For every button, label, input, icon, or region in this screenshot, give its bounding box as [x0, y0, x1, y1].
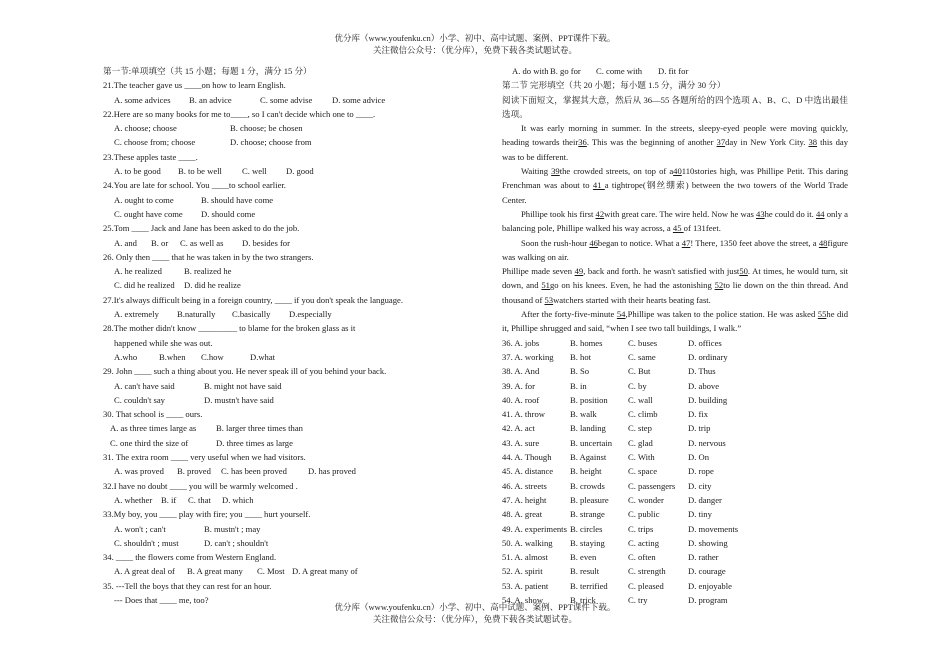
question-31-options: [103, 464, 480, 478]
option: C. try: [628, 594, 648, 605]
option: B. might not have said: [204, 380, 282, 391]
option: C. often: [628, 552, 656, 563]
cloze-option-row: [502, 450, 848, 464]
option: D. above: [688, 380, 720, 391]
option: D. rope: [688, 466, 714, 477]
cloze-option-row: [502, 479, 848, 493]
option: C. glad: [628, 437, 653, 448]
passage-text: , back and forth. he wasn't satisfied with just: [583, 266, 740, 277]
option: C. trips: [628, 523, 654, 534]
option: D. building: [688, 394, 728, 405]
question-30-options-row-1: [103, 421, 480, 435]
option: B. height: [570, 466, 602, 477]
question-35: 35. ---Tell the boys that they can rest for an hour.: [103, 580, 272, 591]
option: D. On: [688, 452, 710, 463]
section-title-cloze: 第二节 完形填空（共 20 小题；每小题 1.5 分，满分 30 分）: [502, 80, 726, 91]
question-35-continued: --- Does that ____ me, too?: [114, 594, 209, 605]
question-34: 34. ____ the flowers come from Western England.: [103, 552, 277, 563]
passage-text: he could do it.: [764, 208, 816, 219]
question-28: 28.The mother didn't know _________ to blame for the broken glass as it: [103, 323, 356, 334]
option: B. to be well: [178, 166, 222, 177]
option: 36. A. jobs: [502, 337, 540, 348]
option: B. trick: [570, 594, 596, 605]
cloze-option-row: [502, 393, 848, 407]
option: 52. A. spirit: [502, 566, 543, 577]
question-35-options: [502, 64, 848, 78]
blank-number: 49: [574, 266, 584, 277]
option: D. fit for: [658, 66, 689, 76]
blank-number: 53: [544, 294, 554, 305]
blank-number: 40: [673, 166, 682, 177]
passage-paragraph-2: [502, 164, 848, 207]
blank-number: 41: [592, 180, 605, 191]
option: B. even: [570, 552, 597, 563]
question-21: 21.The teacher gave us ____on how to learn English.: [103, 80, 286, 91]
passage-text: Waiting: [521, 166, 552, 177]
question-30: 30. That school is ____ ours.: [103, 409, 203, 420]
option: C. has been proved: [221, 466, 287, 477]
cloze-option-row: [502, 550, 848, 564]
blank-number: 44: [815, 208, 825, 219]
option: C. Most: [257, 566, 285, 577]
option: A. A great deal of: [114, 566, 175, 577]
option: B. landing: [570, 423, 606, 434]
cloze-option-row: [502, 436, 848, 450]
footer-line-2: 关注微信公众号：（优分库），免费下载各类试题试卷。: [372, 613, 577, 624]
cloze-options-list: [502, 336, 848, 608]
option: D. some advice: [332, 94, 386, 105]
option: 48. A. great: [502, 509, 543, 520]
passage-text: only a balancing pole, Phillipe walked his way across, a: [502, 208, 848, 234]
passage-text: with great care. The wire held. Now he was: [604, 208, 757, 219]
blank-number: 50: [739, 266, 748, 277]
option: D. should come: [201, 208, 256, 219]
option: 41. A. throw: [502, 409, 545, 420]
option: D. A great many of: [292, 566, 358, 577]
question-28-continued: happened while she was out.: [114, 337, 213, 348]
option: A. he realized: [114, 266, 162, 277]
option: D. tiny: [688, 509, 712, 520]
option: D. good: [286, 166, 314, 177]
blank-number: 36: [578, 137, 587, 148]
option: B. mustn't ; may: [204, 523, 261, 534]
option: C. passengers: [628, 480, 676, 491]
option: 53. A. patient: [502, 580, 549, 591]
option: C. wonder: [628, 494, 664, 505]
option: B. in: [570, 380, 587, 391]
blank-number: 42: [595, 208, 605, 219]
option: C. by: [628, 380, 647, 391]
option: B. crowds: [570, 480, 605, 491]
option: B. larger three times than: [216, 423, 303, 434]
passage-text: . This was the beginning of another: [586, 137, 717, 148]
option: D. did he realize: [184, 280, 241, 291]
blank-number: 38: [808, 137, 818, 148]
passage-text: the crowded streets, on top of a: [559, 166, 674, 177]
option: B.when: [159, 351, 186, 362]
option: B. staying: [570, 537, 605, 548]
option: D. can't ; shouldn't: [204, 537, 269, 548]
option: 45. A. distance: [502, 466, 554, 477]
option: B. walk: [570, 409, 597, 420]
question-24: 24.You are late for school. You ____to school earlier.: [103, 180, 286, 191]
passage-paragraph-4: [502, 236, 848, 265]
option: B.naturally: [177, 309, 216, 320]
option: B. So: [570, 366, 590, 377]
option: D. danger: [688, 494, 722, 505]
option: 50. A. walking: [502, 537, 553, 548]
option: C. couldn't say: [114, 394, 165, 405]
question-25-options: [103, 236, 480, 250]
passage-text: go on his knees. Even, he had the astonishing: [549, 280, 715, 291]
option: B. position: [570, 394, 608, 405]
option: B. result: [570, 566, 600, 577]
passage-text: It was early morning in summer. In the streets, sleepy-eyed people were moving quickly, heading towards their: [502, 123, 848, 148]
option: C. With: [628, 452, 655, 463]
option: D.especially: [289, 309, 332, 320]
cloze-option-row: [502, 493, 848, 507]
question-29: 29. John ____ such a thing about you. He never speak ill of you behind your back.: [103, 366, 387, 377]
passage-text: to lie down on the thin thread. And thousand of: [502, 280, 848, 305]
option: B. terrified: [570, 580, 608, 591]
option: B. A great many: [187, 566, 243, 577]
cloze-option-row: [502, 464, 848, 478]
cloze-option-row: [502, 421, 848, 435]
passage-text: Phillipe took his first: [521, 208, 596, 219]
question-33-options-row-2: [103, 536, 480, 550]
option: 54. A. show: [502, 594, 544, 605]
option: D. has proved: [308, 466, 356, 477]
option: B. proved: [177, 466, 211, 477]
option: D. Thus: [688, 366, 716, 377]
option: D. three times as large: [216, 437, 293, 448]
question-22-options-row-1: [103, 121, 480, 135]
blank-number: 55: [817, 309, 827, 320]
option: C. did he realized: [114, 280, 175, 291]
header-line-2: 关注微信公众号：（优分库），免费下载各类试题试卷。: [372, 44, 577, 55]
option: A. whether: [114, 494, 153, 505]
question-26-options-row-2: [103, 278, 480, 292]
question-29-options-row-2: [103, 393, 480, 407]
option: B. pleasure: [570, 494, 609, 505]
cloze-option-row: [502, 364, 848, 378]
blank-number: 46: [589, 237, 598, 248]
option: C. public: [628, 509, 660, 520]
option: D. ordinary: [688, 351, 728, 362]
section-title-single-choice: 第一节:单项填空（共 15 小题；每题 1 分，满分 15 分）: [103, 66, 312, 76]
option: C. come with: [596, 66, 643, 76]
option: C. climb: [628, 409, 658, 420]
page-footer: [0, 602, 950, 625]
blank-number: 51: [541, 280, 550, 291]
option: D. showing: [688, 537, 728, 548]
option: B. homes: [570, 337, 603, 348]
option: C.basically: [232, 309, 271, 320]
option: B. Against: [570, 452, 607, 463]
question-23-options: [103, 164, 480, 178]
option: 43. A. sure: [502, 437, 540, 448]
passage-text: Phillipe made seven: [502, 266, 575, 277]
option: C. well: [242, 166, 267, 177]
option: A. and: [114, 237, 137, 248]
option: C. acting: [628, 537, 660, 548]
option: C. But: [628, 366, 651, 377]
cloze-option-row: [502, 350, 848, 364]
option: D. fix: [688, 409, 709, 420]
cloze-option-row: [502, 379, 848, 393]
question-23: 23.These apples taste ____.: [103, 151, 198, 162]
passage-text: began to notice. What a: [597, 237, 682, 248]
passage-text: 110stories high, was Phillipe Petit. This daring Frenchman was about to: [502, 166, 848, 191]
passage-paragraph-1: [502, 121, 848, 164]
question-26: 26. Only then ____ that he was taken in by the two strangers.: [103, 251, 314, 262]
option: D. which: [222, 494, 254, 505]
option: A.who: [114, 351, 138, 362]
header-line-1: 优分库（www.youfenku.cn）小学、初中、高中试题、案例、PPT课件下载。: [334, 33, 616, 43]
right-column: [502, 64, 848, 607]
question-26-options-row-1: [103, 264, 480, 278]
passage-paragraph-6: [502, 307, 848, 336]
blank-number: 43: [756, 208, 765, 219]
option: B. an advice: [189, 94, 232, 105]
option: D.what: [250, 351, 276, 362]
option: B. realized he: [184, 266, 232, 277]
passage-text: . At times, he would turn, sit down, and: [502, 266, 848, 291]
option: D. enjoyable: [688, 580, 732, 591]
cloze-option-row: [502, 522, 848, 536]
option: D. offices: [688, 337, 722, 348]
question-24-options-row-1: [103, 193, 480, 207]
question-33-options-row-1: [103, 522, 480, 536]
option: D. nervous: [688, 437, 726, 448]
option: B. choose; be chosen: [230, 123, 303, 134]
option: A. choose; choose: [114, 123, 177, 134]
question-27-options: [103, 307, 480, 321]
option: C. that: [188, 494, 211, 505]
passage-text: figure was walking on air.: [502, 237, 848, 262]
option: B. uncertain: [570, 437, 612, 448]
question-32-options: [103, 493, 480, 507]
question-22-options-row-2: [103, 135, 480, 149]
option: C. some advise: [260, 94, 313, 105]
option: 51. A. almost: [502, 552, 548, 563]
option: C. buses: [628, 337, 658, 348]
cloze-option-row: [502, 507, 848, 521]
option: A. some advices: [114, 94, 171, 105]
option: C. same: [628, 351, 656, 362]
option: B. strange: [570, 509, 605, 520]
question-21-options: [103, 93, 480, 107]
blank-number: 52: [714, 280, 724, 291]
passage-paragraph-3: [502, 207, 848, 236]
question-30-options-row-2: [103, 436, 480, 450]
option: B. or: [151, 237, 169, 248]
option: A. extremely: [114, 309, 159, 320]
question-25: 25.Tom ____ Jack and Jane has been asked to do the job.: [103, 223, 300, 234]
option: D. mustn't have said: [204, 394, 274, 405]
question-29-options-row-1: [103, 379, 480, 393]
option: 37. A. working: [502, 351, 554, 362]
question-31: 31. The extra room ____ very useful when we had visitors.: [103, 452, 306, 463]
option: C.how: [201, 351, 224, 362]
option: D. rather: [688, 552, 719, 563]
blank-number: 54: [616, 309, 626, 320]
passage-text: this day was to be different.: [502, 137, 848, 162]
question-28-options: [103, 350, 480, 364]
passage-text: day in New York City.: [725, 137, 809, 148]
footer-line-1: 优分库（www.youfenku.cn）小学、初中、高中试题、案例、PPT课件下载。: [334, 602, 616, 612]
option: D. city: [688, 480, 712, 491]
left-column: [103, 64, 480, 607]
option: A. won't ; can't: [114, 523, 166, 534]
page-header: [0, 33, 950, 56]
option: A. as three times large as: [110, 423, 197, 434]
passage-text: a tightrope(钢丝绷索) between the two towers of the World Trade Center.: [502, 180, 848, 205]
option: C. ought have come: [114, 208, 183, 219]
option: A. can't have said: [114, 380, 175, 391]
passage-text: he did it, Phillipe shrugged and said, “when I see two tall buildings, I walk.”: [502, 309, 849, 334]
passage-text: of 131feet.: [683, 223, 721, 234]
question-27: 27.It's always difficult being in a foreign country, ____ if you don't speak the language.: [103, 294, 403, 305]
blank-number: 48: [818, 237, 828, 248]
option: D. program: [688, 594, 728, 605]
option: 47. A. height: [502, 494, 547, 505]
question-32: 32.I have no doubt ____ you will be warmly welcomed .: [103, 480, 298, 491]
option: D. trip: [688, 423, 711, 434]
option: 42. A. act: [502, 423, 535, 434]
option: C. wall: [628, 394, 653, 405]
question-24-options-row-2: [103, 207, 480, 221]
option: C. strength: [628, 566, 666, 577]
question-33: 33.My boy, you ____ play with fire; you ____ hurt yourself.: [103, 509, 311, 520]
option: 49. A. experiments: [502, 523, 567, 534]
option: D. movements: [688, 523, 739, 534]
option: D. besides for: [242, 237, 290, 248]
option: B. go for: [550, 66, 581, 76]
option: A. ought to come: [114, 194, 174, 205]
option: C. space: [628, 466, 658, 477]
option: 40. A. roof: [502, 394, 540, 405]
passage-paragraph-5: [502, 264, 848, 307]
blank-number: 47: [681, 237, 691, 248]
option: A. to be good: [114, 166, 161, 177]
option: B. circles: [570, 523, 603, 534]
option: A. do with: [512, 66, 549, 76]
blank-number: 37: [716, 137, 726, 148]
cloze-option-row: [502, 579, 848, 593]
option: B. if: [161, 494, 177, 505]
option: 39. A. for: [502, 380, 535, 391]
blank-number: 45: [672, 223, 684, 234]
option: A. was proved: [114, 466, 164, 477]
option: D. courage: [688, 566, 726, 577]
blank-number: 39: [551, 166, 560, 177]
option: C. one third the size of: [110, 437, 189, 448]
passage-text: Soon the rush-hour: [521, 237, 590, 248]
passage-text: ,Phillipe was taken to the police station. He was asked: [625, 309, 818, 320]
option: 44. A. Though: [502, 452, 552, 463]
passage-text: After the forty-five-minute: [521, 309, 617, 320]
option: C. as well as: [180, 237, 224, 248]
passage-text: ! There, 1350 feet above the street, a: [690, 237, 819, 248]
option: C. step: [628, 423, 652, 434]
cloze-instruction: 阅读下面短文，掌握其大意，然后从 36—55 各题所给的四个选项 A、B、C、D 中选出最佳选项。: [502, 94, 848, 119]
cloze-option-row: [502, 336, 848, 350]
cloze-option-row: [502, 407, 848, 421]
option: B. should have come: [201, 194, 274, 205]
question-22: 22.Here are so many books for me to____, so I can't decide which one to ____.: [103, 108, 376, 119]
option: C. choose from; choose: [114, 137, 196, 148]
cloze-option-row: [502, 536, 848, 550]
option: C. pleased: [628, 580, 664, 591]
option: C. shouldn't ; must: [114, 537, 179, 548]
option: B. hot: [570, 351, 592, 362]
option: 38. A. And: [502, 366, 540, 377]
option: 46. A. streets: [502, 480, 547, 491]
cloze-option-row: [502, 564, 848, 578]
question-34-options: [103, 564, 480, 578]
passage-text: watchers started with their hearts beating fast.: [553, 294, 711, 305]
option: D. choose; choose from: [230, 137, 312, 148]
